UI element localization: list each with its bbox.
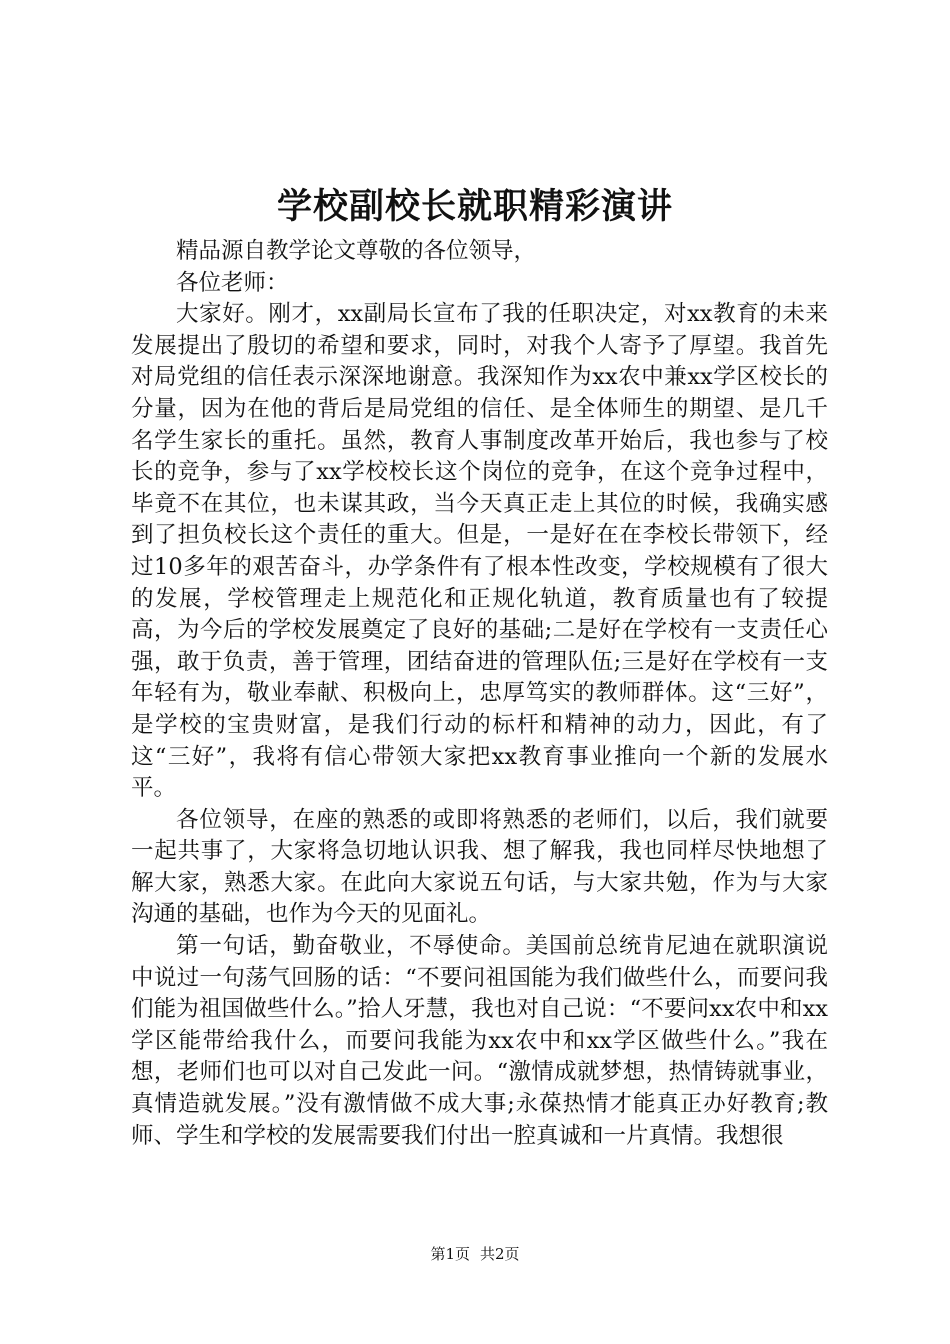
paragraph-first-point: 第一句话，勤奋敬业，不辱使命。美国前总统肯尼迪在就职演说中说过一句荡气回肠的话：“不要问祖国能为我们做些什么，而要问我们能为祖国做些什么。”拾人牙慧，我也对自己说：“不要问xx农中和xx学区能带给我什么，而要问我能为xx农中和xx学区做些什么。”我在想，老师们也可以对自己发此一问。“激情成就梦想，热情铸就事业，真情造就发展。”没有激情做不成大事;永葆热情才能真正办好教育;教师、学生和学校的发展需要我们付出一腔真诚和一片真情。我想很: [131, 933, 828, 1149]
paragraph-address: 各位领导，在座的熟悉的或即将熟悉的老师们，以后，我们就要一起共事了，大家将急切地认识我、想了解我，我也同样尽快地想了解大家，熟悉大家。在此向大家说五句话，与大家共勉，作为与大家沟通的基础，也作为今天的见面礼。: [131, 806, 828, 928]
paragraph-salutation: 各位老师：: [176, 269, 289, 296]
page-number: 第1页: [430, 1245, 470, 1263]
page-footer: [0, 1244, 950, 1264]
page-total: 共2页: [480, 1245, 520, 1263]
document-body: [131, 236, 828, 1152]
paragraph-greeting: 精品源自教学论文尊敬的各位领导，: [176, 238, 537, 264]
paragraph-opening: 大家好。刚才，xx副局长宣布了我的任职决定，对xx教育的未来发展提出了殷切的希望和要求，同时，对我个人寄予了厚望。我首先对局党组的信任表示深深地谢意。我深知作为xx农中兼xx学区校长的分量，因为在他的背后是局党组的信任、是全体师生的期望、是几千名学生家长的重托。虽然，教育人事制度改革开始后，我也参与了校长的竞争，参与了xx学校校长这个岗位的竞争，在这个竞争过程中，毕竟不在其位，也未谋其政，当今天真正走上其位的时候，我确实感到了担负校长这个责任的重大。但是，一是好在在李校长带领下，经过10多年的艰苦奋斗，办学条件有了根本性改变，学校规模有了很大的发展，学校管理走上规范化和正规化轨道，教育质量也有了较提高，为今后的学校发展奠定了良好的基础;二是好在学校有一支责任心强，敢于负责，善于管理，团结奋进的管理队伍;三是好在学校有一支年轻有为，敬业奉献、积极向上，忠厚笃实的教师群体。这“三好”，是学校的宝贵财富，是我们行动的标杆和精神的动力，因此，有了这“三好”，我将有信心带领大家把xx教育事业推向一个新的发展水平。: [131, 301, 828, 802]
document-title: 学校副校长就职精彩演讲: [276, 186, 673, 227]
